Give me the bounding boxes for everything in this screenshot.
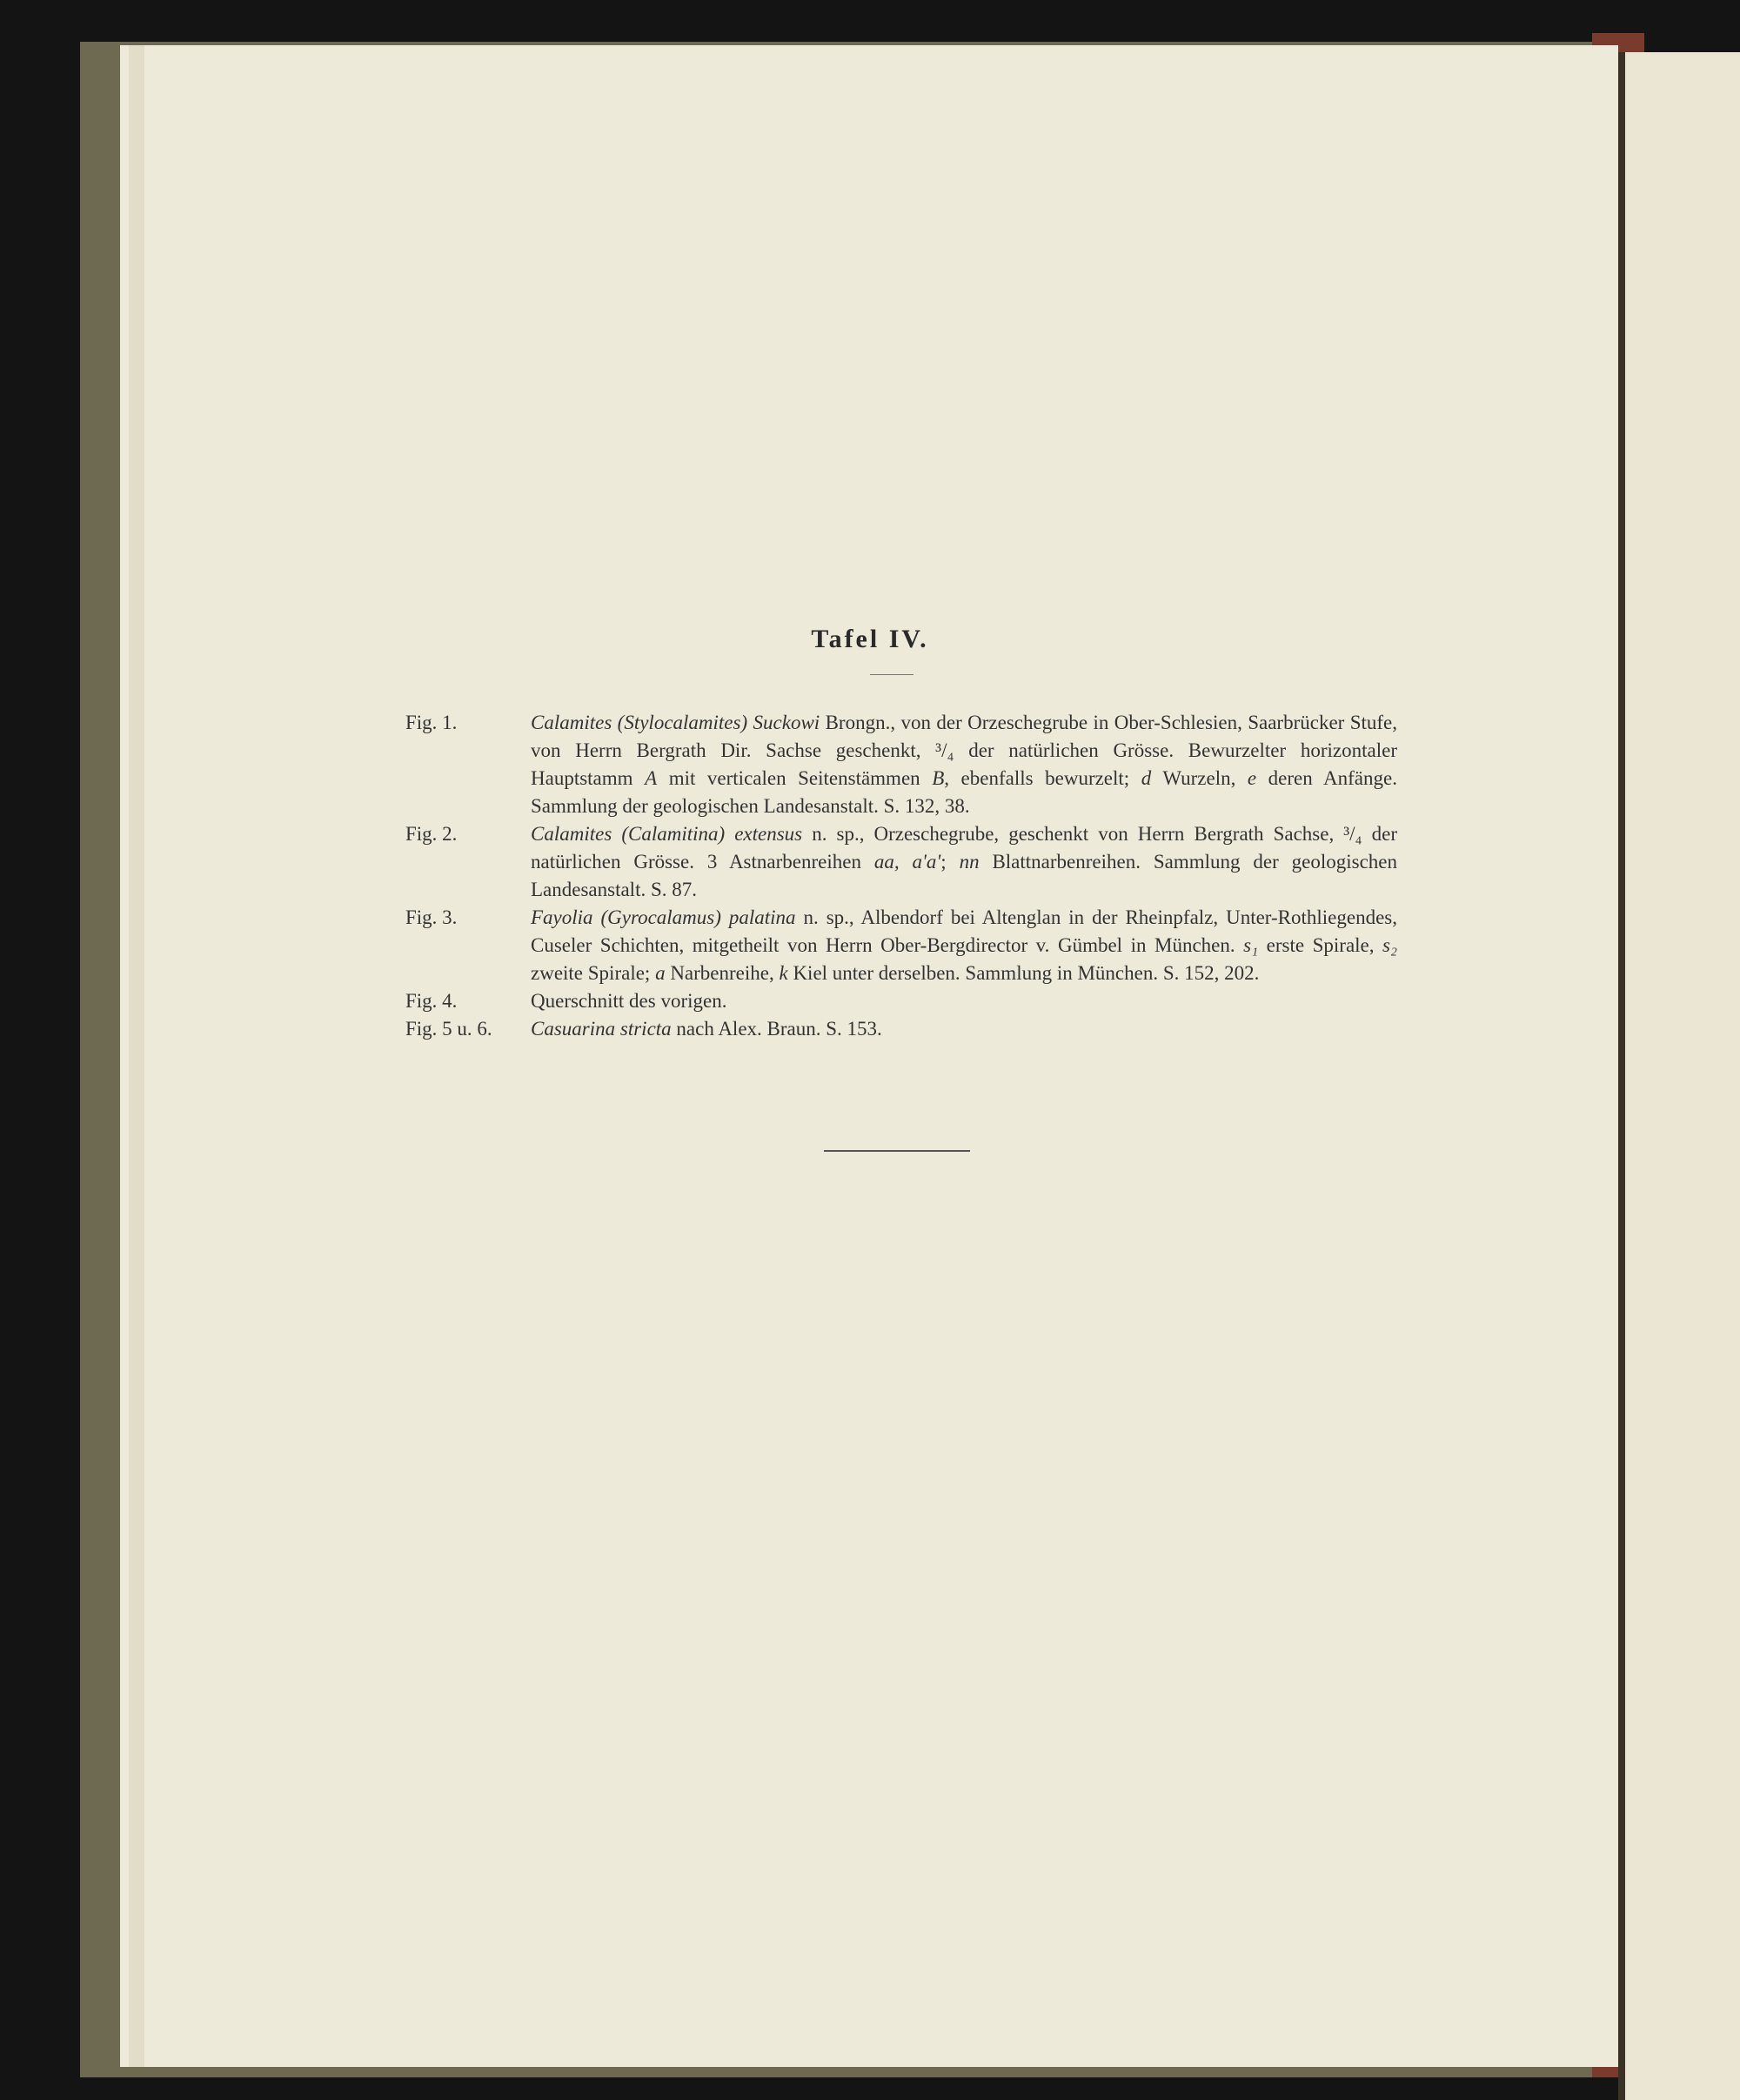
figure-description: [531, 820, 1397, 904]
figure-caption: [405, 987, 1397, 1015]
plate-title: Tafel IV.: [811, 625, 929, 653]
figure-number: Fig. 2.: [405, 823, 458, 845]
page: [120, 45, 1618, 2067]
italic-term: B: [932, 767, 945, 789]
description-text: mit verticalen Seitenstämmen: [657, 767, 933, 789]
description-text: n. sp., Albendorf bei Altenglan in der Rheinpfalz, Unter-Rothliegendes, Cuseler Schichten, mitgetheilt von Herrn Ober-Bergdirector v. Gümbel in München.: [531, 906, 1397, 956]
figure-caption: [405, 820, 1397, 904]
figure-description: [531, 904, 1397, 987]
description-text: Kiel unter derselben. Sammlung in München. S. 152, 202.: [787, 962, 1260, 984]
italic-term: s₂: [1382, 934, 1397, 956]
italic-term: s₁: [1243, 934, 1259, 956]
description-text: ;: [940, 851, 960, 873]
title-rule: [870, 674, 914, 675]
italic-term: aa, a'a': [873, 851, 941, 873]
description-text: Blattnarbenreihen. Sammlung der geologischen Landesanstalt. S. 87.: [531, 851, 1397, 900]
italic-term: k: [779, 962, 788, 984]
italic-term: Casuarina stricta: [531, 1018, 672, 1040]
figure-caption: [405, 904, 1397, 987]
italic-term: Fayolia (Gyrocalamus) palatina: [531, 906, 796, 928]
facing-page-edge: [1625, 52, 1740, 2100]
figure-caption: [405, 1015, 1397, 1043]
figure-number: Fig. 4.: [405, 990, 458, 1012]
description-text: erste Spirale,: [1258, 934, 1383, 956]
italic-term: d: [1141, 767, 1152, 789]
figure-description: [531, 1015, 1397, 1043]
figure-description: [531, 987, 1397, 1015]
description-text: zweite Spirale;: [531, 962, 656, 984]
description-text: Querschnitt des vorigen.: [531, 990, 727, 1012]
page-gutter-shadow: [129, 45, 144, 2067]
description-text: Brongn., von der Orzeschegrube in Ober-Schlesien, Saarbrücker Stufe, von Herrn Bergrath Dir. Sachse geschenkt, ³/₄ der natürlichen Grösse. Bewurzelter horizontaler Hauptstamm: [531, 712, 1398, 789]
italic-term: nn: [959, 851, 980, 873]
closing-rule: [824, 1150, 970, 1152]
description-text: deren Anfänge. Sammlung der geologischen Landesanstalt. S. 132, 38.: [531, 767, 1397, 817]
figure-caption-list: [405, 709, 1397, 1043]
description-text: Narbenreihe,: [665, 962, 780, 984]
figure-number: Fig. 3.: [405, 906, 458, 928]
figure-number: Fig. 5 u. 6.: [405, 1018, 492, 1040]
description-text: nach Alex. Braun. S. 153.: [671, 1018, 882, 1040]
figure-caption: [405, 709, 1397, 820]
italic-term: a: [655, 962, 666, 984]
description-text: n. sp., Orzeschegrube, geschenkt von Herrn Bergrath Sachse, ³/₄ der natürlichen Grösse. 3 Astnarbenreihen: [531, 823, 1397, 873]
description-text: Wurzeln,: [1151, 767, 1248, 789]
italic-term: Calamites (Calamitina) extensus: [531, 823, 803, 845]
italic-term: e: [1247, 767, 1257, 789]
figure-number: Fig. 1.: [405, 712, 458, 733]
figure-description: [531, 709, 1397, 820]
italic-term: A: [645, 767, 658, 789]
description-text: , ebenfalls bewurzelt;: [944, 767, 1141, 789]
italic-term: Calamites (Stylocalamites) Suckowi: [531, 712, 820, 733]
